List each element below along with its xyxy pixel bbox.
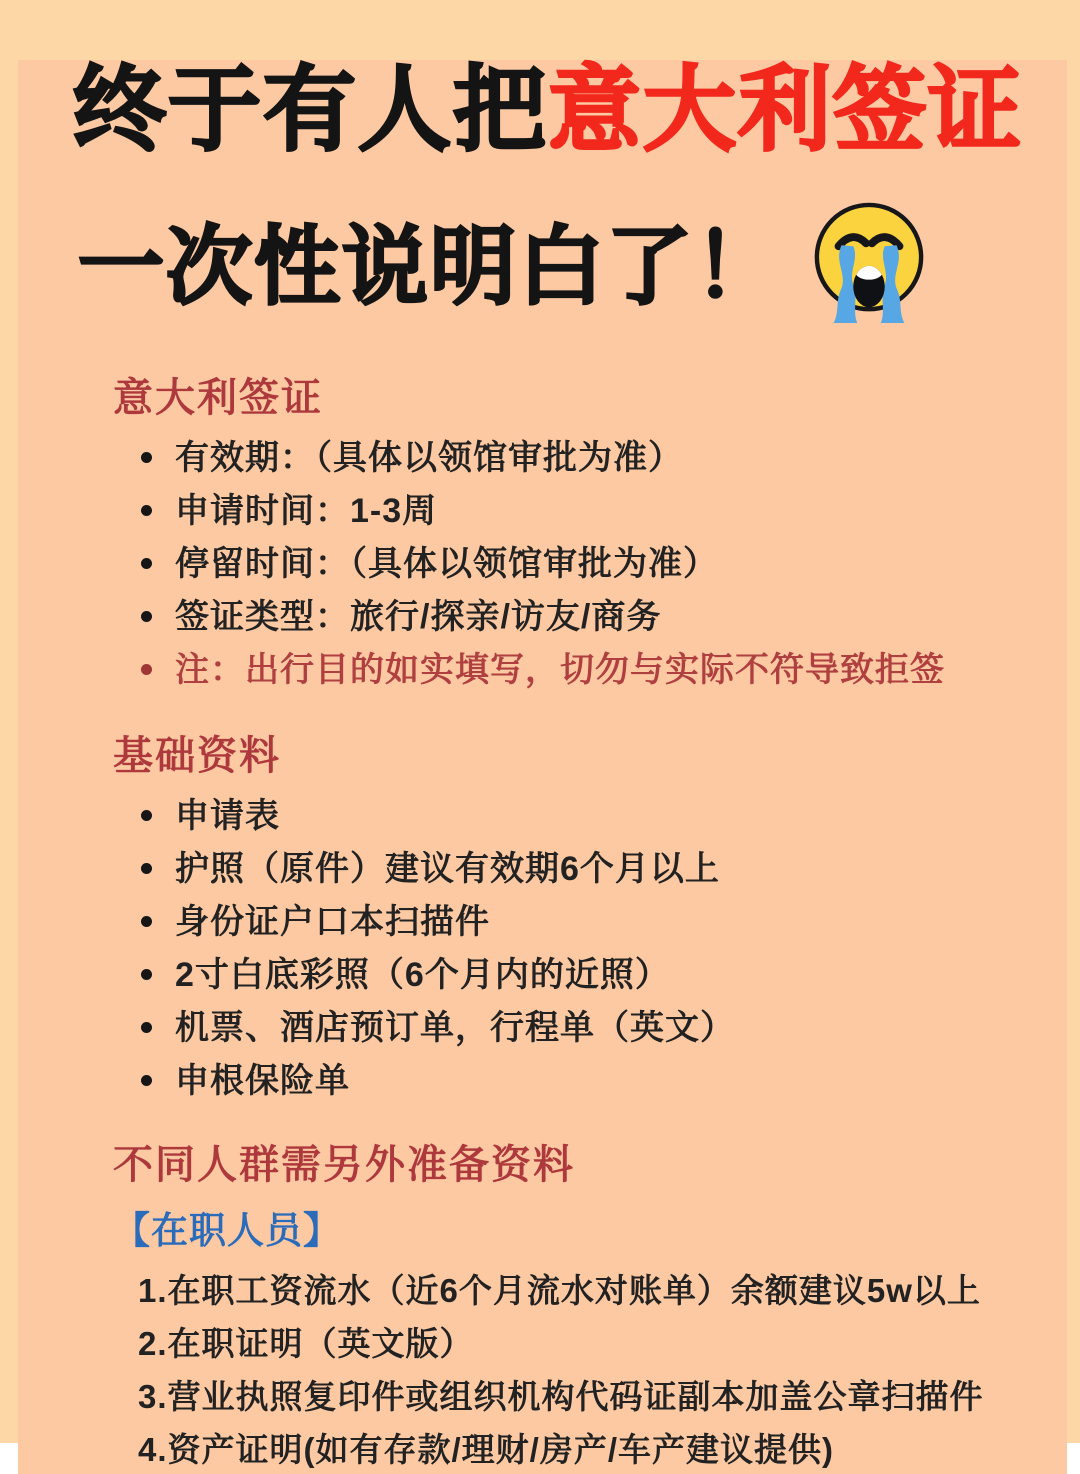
list-item: 申请时间：1-3周 bbox=[113, 494, 1012, 528]
section-heading-italy-visa: 意大利签证 bbox=[113, 376, 323, 421]
list-item: 4.资产证明(如有存款/理财/房产/车产建议提供) bbox=[138, 1431, 835, 1469]
list-item: 护照（原件）建议有效期6个月以上 bbox=[113, 852, 1012, 886]
list-item: 机票、酒店预订单，行程单（英文） bbox=[113, 1011, 1012, 1045]
list-item: 3.营业执照复印件或组织机构代码证副本加盖公章扫描件 bbox=[138, 1378, 984, 1416]
title-line1-black: 终于有人把 bbox=[73, 58, 548, 162]
content-area bbox=[113, 375, 1012, 1469]
section-italy-visa bbox=[113, 375, 1012, 690]
title-line2: 一次性说明白了！ bbox=[78, 218, 782, 315]
title-block bbox=[73, 60, 1037, 331]
list-item: 申根保险单 bbox=[113, 1064, 1012, 1098]
basic-documents-bullet-list bbox=[113, 797, 1012, 1101]
section-extra-documents bbox=[113, 1142, 1012, 1469]
list-item: 申请表 bbox=[113, 799, 1012, 833]
title-line2-row bbox=[78, 202, 1037, 331]
list-item: 2寸白底彩照（6个月内的近照） bbox=[113, 958, 1012, 992]
employed-persons-numbered-list bbox=[113, 1272, 1012, 1469]
section-basic-documents bbox=[113, 733, 1012, 1101]
title-line1 bbox=[73, 60, 1037, 160]
crying-face-emoji-icon bbox=[810, 196, 928, 331]
list-item: 签证类型：旅行/探亲/访友/商务 bbox=[113, 600, 1012, 634]
title-line1-red: 意大利签证 bbox=[548, 58, 1023, 162]
list-item: 停留时间：（具体以领馆审批为准） bbox=[113, 547, 1012, 581]
italy-visa-bullet-list bbox=[113, 439, 1012, 690]
list-item: 身份证户口本扫描件 bbox=[113, 905, 1012, 939]
list-item: 有效期：（具体以领馆审批为准） bbox=[113, 441, 1012, 475]
list-item: 1.在职工资流水（近6个月流水对账单）余额建议5w以上 bbox=[138, 1272, 981, 1310]
content-panel bbox=[18, 60, 1067, 1474]
list-item: 2.在职证明（英文版） bbox=[138, 1325, 474, 1363]
section-heading-basic-documents: 基础资料 bbox=[113, 734, 281, 779]
section-heading-extra-documents: 不同人群需另外准备资料 bbox=[113, 1143, 575, 1188]
subheading-employed-persons: 【在职人员】 bbox=[113, 1210, 341, 1252]
note-item: 注：出行目的如实填写，切勿与实际不符导致拒签 bbox=[113, 653, 1012, 687]
